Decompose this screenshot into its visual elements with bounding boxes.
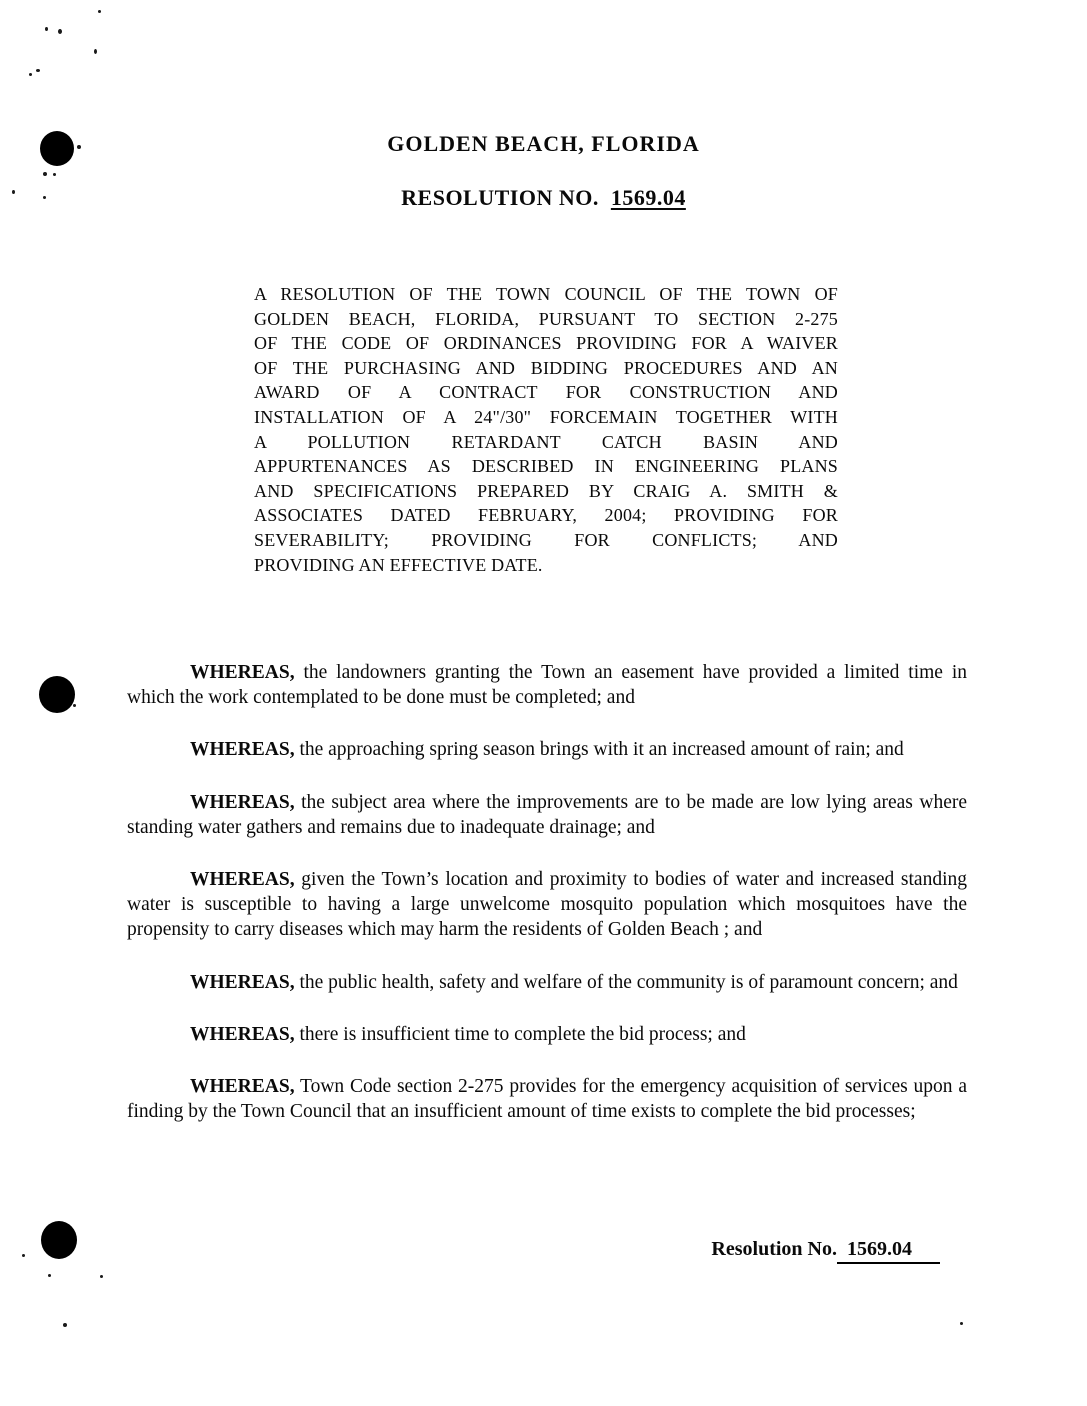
scan-speckle bbox=[36, 69, 40, 72]
scan-speckle bbox=[94, 49, 97, 54]
scan-speckle bbox=[73, 704, 76, 707]
resolution-summary-line: AND SPECIFICATIONS PREPARED BY CRAIG A. SMITH & bbox=[254, 480, 838, 501]
resolution-heading bbox=[0, 185, 1087, 211]
scan-speckle bbox=[22, 1254, 25, 1257]
scan-speckle bbox=[45, 27, 48, 31]
footer-resolution-number: 1569.04 bbox=[837, 1238, 940, 1264]
resolution-summary-line: OF THE CODE OF ORDINANCES PROVIDING FOR A WAIVER bbox=[254, 333, 838, 354]
whereas-text: the approaching spring season brings with it an increased amount of rain; and bbox=[299, 739, 904, 761]
resolution-summary-line: A POLLUTION RETARDANT CATCH BASIN AND bbox=[254, 431, 838, 452]
resolution-summary bbox=[254, 282, 838, 577]
whereas-lead: WHEREAS, bbox=[190, 1023, 295, 1045]
resolution-summary-line: A RESOLUTION OF THE TOWN COUNCIL OF THE TOWN OF bbox=[254, 284, 838, 304]
scan-speckle bbox=[58, 29, 62, 34]
whereas-text: given the Town’s location and proximity to bodies of water and increased standing water is susceptible to having a large unwelcome mosquito population which mosquitoes have the propensity to carry diseases which may harm the residents of Golden Beach ; and bbox=[127, 869, 967, 941]
whereas-paragraph bbox=[127, 1022, 967, 1047]
scan-hole-mark-bottom bbox=[41, 1221, 77, 1259]
resolution-summary-line: INSTALLATION OF A 24"/30" FORCEMAIN TOGETHER WITH bbox=[254, 406, 838, 427]
whereas-text: the subject area where the improvements are to be made are low lying areas where standing water gathers and remains due to inadequate drainage; and bbox=[127, 791, 967, 838]
whereas-lead: WHEREAS, bbox=[190, 869, 295, 891]
whereas-lead: WHEREAS, bbox=[190, 739, 295, 761]
resolution-heading-number: 1569.04 bbox=[610, 185, 686, 210]
scan-speckle bbox=[43, 172, 47, 176]
whereas-section bbox=[127, 660, 967, 1151]
whereas-text: Town Code section 2-275 provides for the emergency acquisition of services upon a finding by the Town Council that an insufficient amount of time exists to complete the bid processes; bbox=[127, 1076, 967, 1123]
whereas-text: there is insufficient time to complete the bid process; and bbox=[299, 1023, 746, 1045]
document-title: GOLDEN BEACH, FLORIDA bbox=[387, 131, 700, 156]
scan-speckle bbox=[29, 73, 32, 76]
whereas-paragraph bbox=[127, 737, 967, 762]
whereas-lead: WHEREAS, bbox=[190, 971, 295, 993]
resolution-heading-label: RESOLUTION NO. bbox=[401, 185, 599, 210]
resolution-summary-line: GOLDEN BEACH, FLORIDA, PURSUANT TO SECTION 2-275 bbox=[254, 308, 838, 329]
resolution-summary-line: ASSOCIATES DATED FEBRUARY, 2004; PROVIDING FOR bbox=[254, 505, 838, 526]
whereas-paragraph bbox=[127, 867, 967, 943]
scan-speckle bbox=[63, 1323, 67, 1327]
scan-speckle bbox=[53, 173, 56, 176]
footer-resolution-label: Resolution No. bbox=[711, 1238, 837, 1260]
page-footer bbox=[711, 1238, 940, 1261]
whereas-paragraph bbox=[127, 790, 967, 840]
whereas-text: the landowners granting the Town an easement have provided a limited time in which the work contemplated to be done must be completed; and bbox=[127, 662, 967, 709]
resolution-summary-line: SEVERABILITY; PROVIDING FOR CONFLICTS; AND bbox=[254, 529, 838, 550]
scan-hole-mark-middle bbox=[39, 676, 75, 713]
scan-speckle bbox=[100, 1275, 103, 1278]
whereas-lead: WHEREAS, bbox=[190, 791, 295, 813]
whereas-text: the public health, safety and welfare of the community is of paramount concern; and bbox=[299, 971, 958, 993]
scan-speckle bbox=[48, 1274, 51, 1277]
whereas-paragraph bbox=[127, 970, 967, 995]
resolution-summary-line: OF THE PURCHASING AND BIDDING PROCEDURES AND AN bbox=[254, 357, 838, 378]
resolution-summary-line: AWARD OF A CONTRACT FOR CONSTRUCTION AND bbox=[254, 382, 838, 403]
whereas-lead: WHEREAS, bbox=[190, 662, 295, 683]
whereas-paragraph bbox=[127, 660, 967, 710]
scan-speckle bbox=[960, 1322, 963, 1325]
scan-speckle bbox=[98, 10, 101, 13]
resolution-summary-line: APPURTENANCES AS DESCRIBED IN ENGINEERING PLANS bbox=[254, 456, 838, 477]
whereas-paragraph bbox=[127, 1074, 967, 1124]
whereas-lead: WHEREAS, bbox=[190, 1076, 295, 1098]
resolution-summary-line: PROVIDING AN EFFECTIVE DATE. bbox=[254, 554, 543, 575]
